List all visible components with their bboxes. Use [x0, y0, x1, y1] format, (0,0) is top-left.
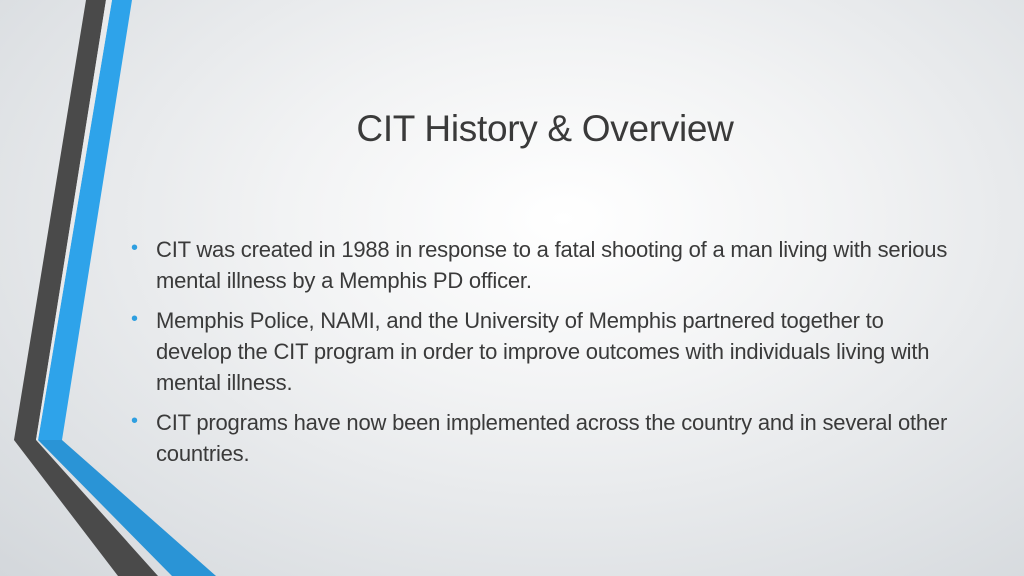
- bullet-item: [128, 305, 948, 398]
- slide-title: CIT History & Overview: [356, 108, 734, 149]
- bullet-item: [128, 234, 948, 296]
- bullet-text: Memphis Police, NAMI, and the University of Memphis partnered together to develop the CIT program in order to improve outcomes with individuals living with mental illness.: [156, 308, 930, 395]
- bullet-list: [128, 234, 948, 478]
- bullet-marker: •: [131, 308, 138, 330]
- bullet-text: CIT programs have now been implemented across the country and in several other countries.: [156, 410, 948, 466]
- light-strip: [36, 0, 112, 440]
- bullet-marker: •: [131, 410, 138, 432]
- bullet-text: CIT was created in 1988 in response to a fatal shooting of a man living with serious mental illness by a Memphis PD officer.: [156, 237, 948, 293]
- bullet-marker: •: [131, 237, 138, 259]
- bullet-item: [128, 407, 948, 469]
